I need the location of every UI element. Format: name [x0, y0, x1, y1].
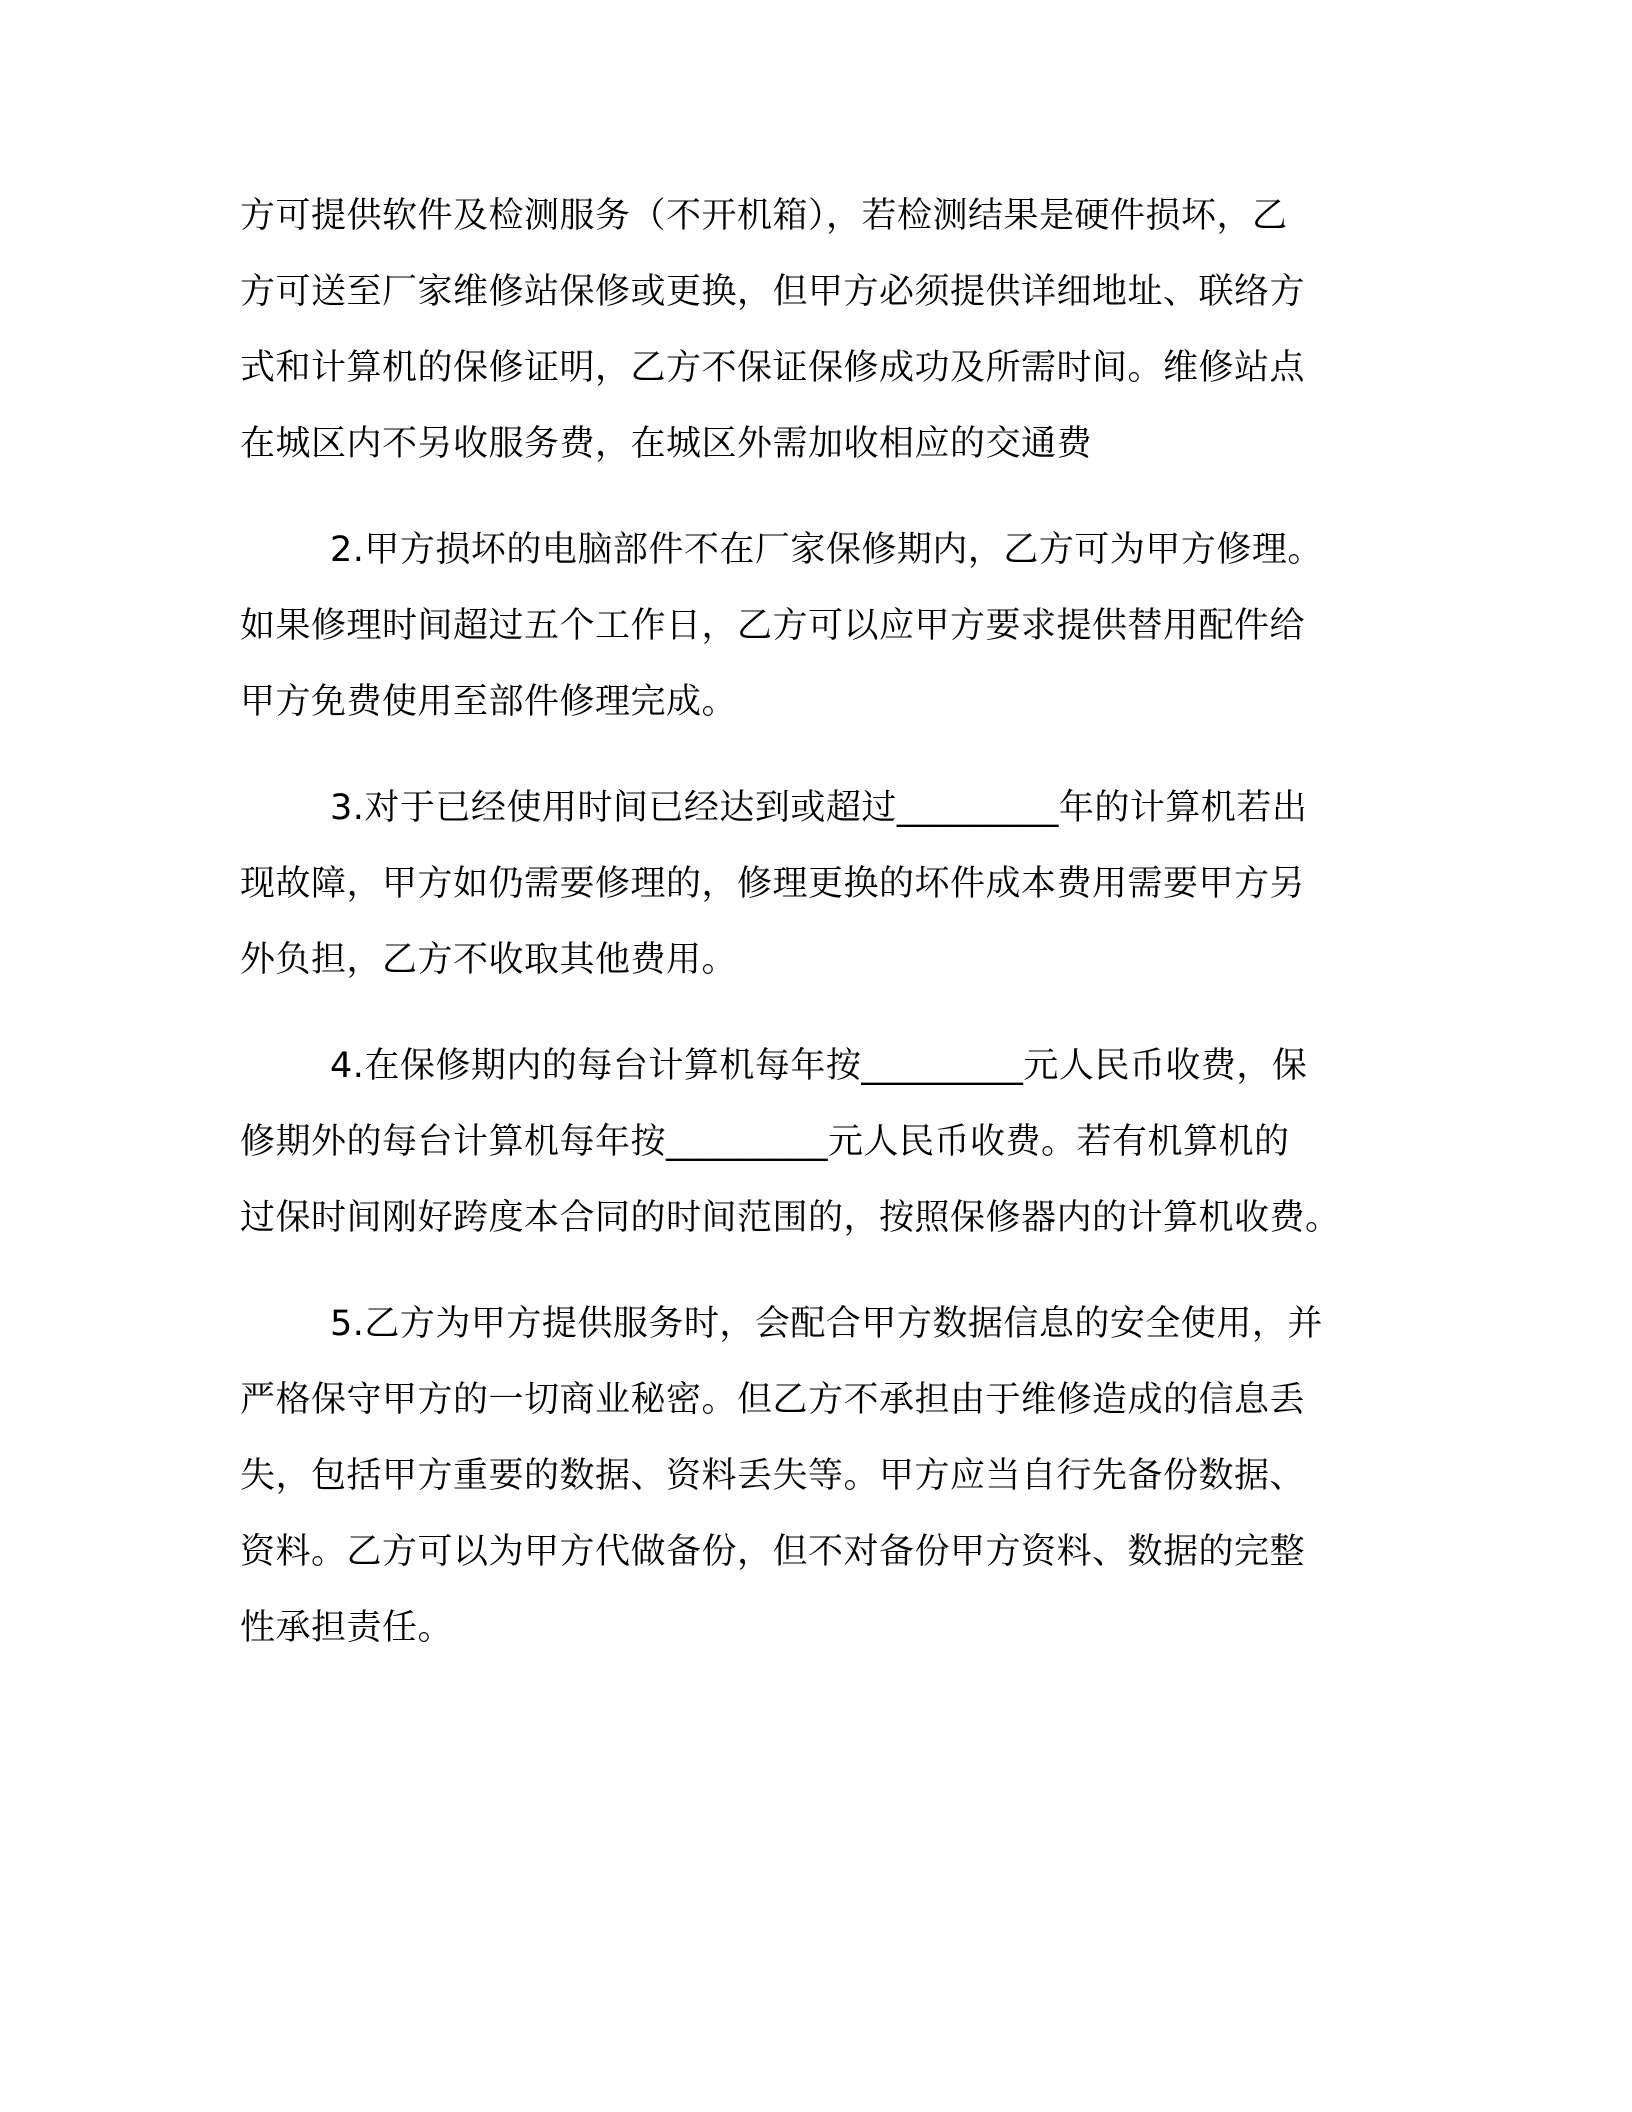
text-line: 5.乙方为甲方提供服务时，会配合甲方数据信息的安全使用，并	[330, 1304, 1323, 1344]
text-line: 外负担，乙方不收取其他费用。	[240, 940, 738, 980]
text-line: 现故障，甲方如仍需要修理的，修理更换的坏件成本费用需要甲方另	[240, 864, 1306, 904]
text-line: 修期外的每台计算机每年按_________元人民币收费。若有机算机的	[240, 1122, 1290, 1162]
text-line: 甲方免费使用至部件修理完成。	[240, 682, 738, 722]
text-line: 方可提供软件及检测服务（不开机箱），若检测结果是硬件损坏，乙	[240, 196, 1288, 236]
text-line: 2.甲方损坏的电脑部件不在厂家保修期内，乙方可为甲方修理。	[330, 530, 1323, 570]
text-line: 方可送至厂家维修站保修或更换，但甲方必须提供详细地址、联络方	[240, 272, 1306, 312]
text-line: 如果修理时间超过五个工作日，乙方可以应甲方要求提供替用配件给	[240, 606, 1306, 646]
text-line: 性承担责任。	[240, 1608, 454, 1648]
text-line: 严格保守甲方的一切商业秘密。但乙方不承担由于维修造成的信息丢	[240, 1380, 1306, 1420]
text-line: 4.在保修期内的每台计算机每年按_________元人民币收费，保	[330, 1046, 1308, 1086]
text-line: 失，包括甲方重要的数据、资料丢失等。甲方应当自行先备份数据、	[240, 1456, 1306, 1496]
text-line: 过保时间刚好跨度本合同的时间范围的，按照保修器内的计算机收费。	[240, 1198, 1341, 1238]
text-line: 资料。乙方可以为甲方代做备份，但不对备份甲方资料、数据的完整	[240, 1532, 1306, 1572]
text-line: 在城区内不另收服务费，在城区外需加收相应的交通费	[240, 424, 1093, 464]
text-line: 式和计算机的保修证明，乙方不保证保修成功及所需时间。维修站点	[240, 348, 1306, 388]
text-line: 3.对于已经使用时间已经达到或超过_________年的计算机若出	[330, 788, 1308, 828]
